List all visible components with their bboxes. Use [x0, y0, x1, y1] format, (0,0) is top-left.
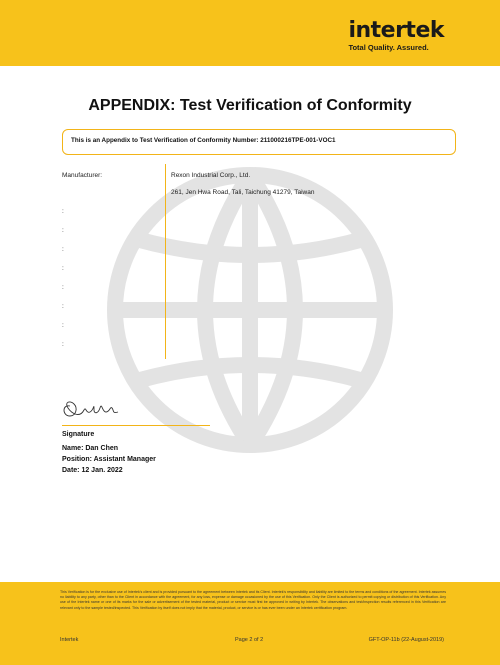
field-divider — [165, 164, 166, 359]
empty-field-colon: : — [62, 284, 64, 291]
footer-company: Intertek — [60, 637, 79, 643]
empty-field-colon: : — [62, 246, 64, 253]
manufacturer-name: Rexon Industrial Corp., Ltd. — [171, 172, 251, 179]
empty-field-colon: : — [62, 227, 64, 234]
empty-field-colon: : — [62, 208, 64, 215]
header-band — [0, 0, 500, 66]
page-title: APPENDIX: Test Verification of Conformity — [88, 97, 412, 114]
signature-line — [62, 425, 210, 426]
empty-field-colon: : — [62, 265, 64, 272]
form-reference: GFT-OP-11b (22-August-2019) — [368, 637, 444, 643]
logo-wordmark: intertek — [348, 18, 444, 43]
globe-watermark-icon — [105, 165, 395, 455]
page-number: Page 2 of 2 — [235, 637, 264, 643]
empty-field-colon: : — [62, 303, 64, 310]
footer-disclaimer: This Verification is for the exclusive use of Intertek's client and is provided pursuant to the agreement between Intertek and its Client. Intertek's responsibility and liability are limited to the terms and conditions of the agreement. Intertek assumes no liability to any party, other than to the Client in accordance with the agreement, for any loss, expense or damage occasioned by the use of this Verification. Only the Client is authorized to permit copying or distribution of this Verification. Any use of the Intertek name or one of its marks for the sale or advertisement of the tested material, product or service must first be approved in writing by Intertek. The observations and test/inspection results referenced in this Verification are relevant only to the sample tested/inspected. This Verification by itself does not imply that the material, product, or service is or has ever been under an Intertek certification program. — [60, 590, 446, 610]
empty-field-colon: : — [62, 341, 64, 348]
signatory-position: Position: Assistant Manager — [62, 456, 156, 463]
certificate-number-text: This is an Appendix to Test Verification of Conformity Number: 211000216TPE-001-VOC1 — [71, 137, 336, 144]
manufacturer-label: Manufacturer: — [62, 172, 103, 179]
signature-heading: Signature — [62, 431, 95, 438]
manufacturer-address: 261, Jen Hwa Road, Tali, Taichung 41279, Taiwan — [171, 189, 315, 196]
signature-date: Date: 12 Jan. 2022 — [62, 467, 123, 474]
logo-tagline: Total Quality. Assured. — [348, 43, 429, 52]
handwritten-signature — [60, 396, 120, 422]
intertek-logo — [348, 20, 444, 52]
signatory-name: Name: Dan Chen — [62, 445, 119, 452]
empty-field-colon: : — [62, 322, 64, 329]
certificate-number-box — [62, 129, 456, 155]
